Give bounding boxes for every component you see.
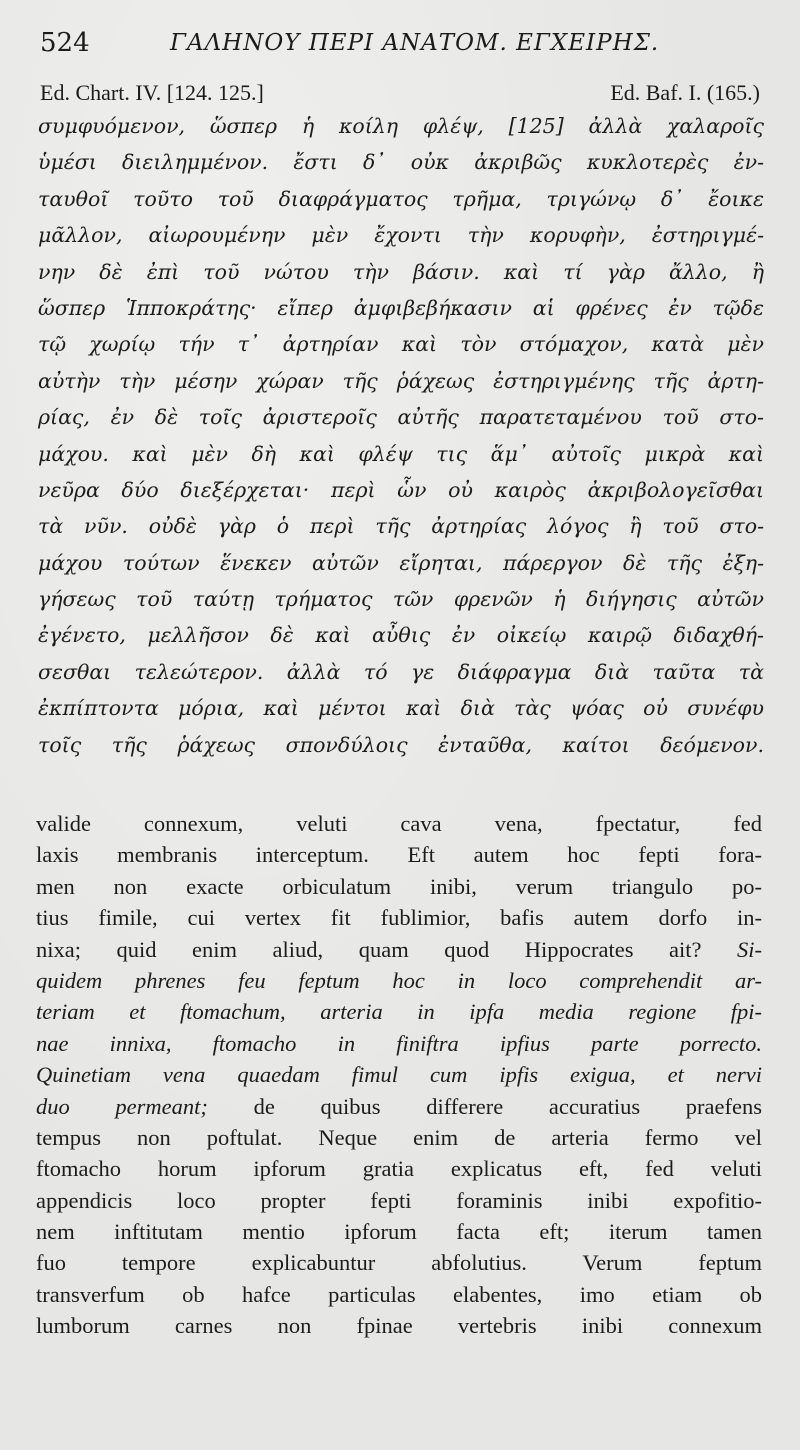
page-number: 524 xyxy=(40,28,90,58)
latin-italic-segment: duo permeant; xyxy=(36,1093,208,1119)
greek-text-line: τὰ νῦν. οὐδὲ γὰρ ὁ περὶ τῆς ἀρτηρίας λόγος ἢ τοῦ στο- xyxy=(38,514,764,539)
latin-text-line xyxy=(36,965,762,996)
latin-text-line xyxy=(36,902,762,933)
latin-text-line xyxy=(36,1279,762,1310)
latin-text-segment: tius fimile, cui vertex fit fublimior, bafis autem dorfo in- xyxy=(36,905,762,931)
greek-text-line: ἐγένετο, μελλῆσον δὲ καὶ αὖθις ἐν οἰκείῳ καιρῷ διδαχθή- xyxy=(38,623,764,648)
greek-text-line: μάχου. καὶ μὲν δὴ καὶ φλέψ τις ἅμ᾽ αὐτοῖς μικρὰ καὶ xyxy=(38,441,764,466)
latin-text-line xyxy=(36,996,762,1027)
greek-text-line: ρίας, ἐν δὲ τοῖς ἀριστεροῖς αὐτῆς παρατεταμένου τοῦ στο- xyxy=(38,405,764,430)
latin-text-line xyxy=(36,1310,762,1341)
greek-text-line: νην δὲ ἐπὶ τοῦ νώτου τὴν βάσιν. καὶ τί γὰρ ἄλλο, ἢ xyxy=(38,259,764,284)
latin-italic-segment: teriam et ftomachum, arteria in ipfa media regione fpi- xyxy=(36,999,762,1025)
latin-text-line xyxy=(36,839,762,870)
latin-text-block xyxy=(36,808,762,1342)
latin-text-line xyxy=(36,1091,762,1122)
running-title: ΓΑΛΗΝΟΥ ΠΕΡΙ ΑΝΑΤΟΜ. ΕΓΧΕΙΡΗΣ. xyxy=(170,30,660,56)
latin-text-segment: valide connexum, veluti cava vena, fpectatur, fed xyxy=(36,811,762,836)
latin-text-line xyxy=(36,934,762,965)
latin-italic-segment: Si- xyxy=(737,936,762,962)
latin-text-line xyxy=(36,1216,762,1247)
latin-text-line xyxy=(36,1059,762,1090)
latin-text-line xyxy=(36,1247,762,1278)
latin-text-line xyxy=(36,871,762,902)
latin-text-segment: appendicis loco propter fepti foraminis inibi expofitio- xyxy=(36,1187,762,1213)
latin-text-segment: nixa; quid enim aliud, quam quod Hippocrates ait? xyxy=(36,936,737,962)
greek-text-line: μάχου τούτων ἕνεκεν αὐτῶν εἴρηται, πάρεργον δὲ τῆς ἐξη- xyxy=(38,550,764,575)
latin-text-segment: lumborum carnes non fpinae vertebris inibi connexum xyxy=(36,1313,762,1339)
latin-text-segment: laxis membranis interceptum. Eft autem hoc fepti fora- xyxy=(36,842,762,868)
latin-text-line xyxy=(36,1185,762,1216)
latin-text-segment: men non exacte orbiculatum inibi, verum triangulo po- xyxy=(36,873,762,899)
latin-text-segment: tempus non poftulat. Neque enim de arteria fermo vel xyxy=(36,1124,762,1150)
latin-text-segment: nem inftitutam mentio ipforum facta eft; iterum tamen xyxy=(36,1219,762,1245)
latin-italic-segment: quidem phrenes feu feptum hoc in loco comprehendit ar- xyxy=(36,967,762,993)
greek-text-line: ἐκπίπτοντα μόρια, καὶ μέντοι καὶ διὰ τὰς ψόας οὐ συνέφυ xyxy=(38,696,764,721)
latin-text-line xyxy=(36,1028,762,1059)
greek-text-line: γήσεως τοῦ ταύτῃ τρήματος τῶν φρενῶν ἡ διήγησις αὐτῶν xyxy=(38,587,764,612)
latin-text-segment: ftomacho horum ipforum gratia explicatus eft, fed veluti xyxy=(36,1156,762,1182)
greek-text-line: νεῦρα δύο διεξέρχεται· περὶ ὧν οὐ καιρὸς ἀκριβολογεῖσθαι xyxy=(38,477,764,502)
greek-text-line: τοῖς τῆς ῥάχεως σπονδύλοις ἐνταῦθα, καίτοι δεόμενον. xyxy=(38,732,764,757)
latin-text-segment: de quibus differere accuratius praefens xyxy=(207,1093,762,1119)
greek-text-line: τῷ χωρίῳ τήν τ᾽ ἀρτηρίαν καὶ τὸν στόμαχον, κατὰ μὲν xyxy=(38,332,764,357)
greek-text-line: σεσθαι τελεώτερον. ἀλλὰ τό γε διάφραγμα διὰ ταῦτα τὰ xyxy=(38,659,764,684)
greek-text-line: ὑμέσι διειλημμένον. ἔστι δ᾽ οὐκ ἀκριβῶς κυκλοτερὲς ἐν- xyxy=(38,150,764,175)
greek-text-line: μᾶλλον, αἰωρουμένην μὲν ἔχοντι τὴν κορυφὴν, ἐστηριγμέ- xyxy=(38,223,764,248)
latin-italic-segment: nae innixa, ftomacho in finiftra ipfius parte porrecto. xyxy=(36,1030,762,1056)
greek-text-line: αὐτὴν τὴν μέσην χώραν τῆς ῥάχεως ἐστηριγμένης τῆς ἀρτη- xyxy=(38,368,764,393)
running-head xyxy=(40,28,760,68)
latin-text-line xyxy=(36,1153,762,1184)
edition-chartier-ref: Ed. Chart. IV. [124. 125.] xyxy=(40,80,264,105)
greek-text-line: συμφυόμενον, ὥσπερ ἡ κοίλη φλέψ, [125] ἀλλὰ χαλαροῖς xyxy=(38,114,764,138)
greek-text-line: ὥσπερ Ἱπποκράτης· εἴπερ ἀμφιβεβήκασιν αἱ φρένες ἐν τῷδε xyxy=(38,295,764,320)
greek-text-block xyxy=(38,108,764,763)
latin-italic-segment: Quinetiam vena quaedam fimul cum ipfis exigua, et nervi xyxy=(36,1062,762,1088)
edition-references xyxy=(40,80,760,110)
greek-text-line: ταυθοῖ τοῦτο τοῦ διαφράγματος τρῆμα, τριγώνῳ δ᾽ ἔοικε xyxy=(38,186,764,211)
latin-text-line xyxy=(36,1122,762,1153)
latin-text-segment: transverfum ob hafce particulas elabentes, imo etiam ob xyxy=(36,1281,762,1307)
latin-text-segment: fuo tempore explicabuntur abfolutius. Verum feptum xyxy=(36,1250,762,1276)
latin-text-line xyxy=(36,808,762,839)
edition-basel-ref: Ed. Baf. I. (165.) xyxy=(610,80,760,105)
